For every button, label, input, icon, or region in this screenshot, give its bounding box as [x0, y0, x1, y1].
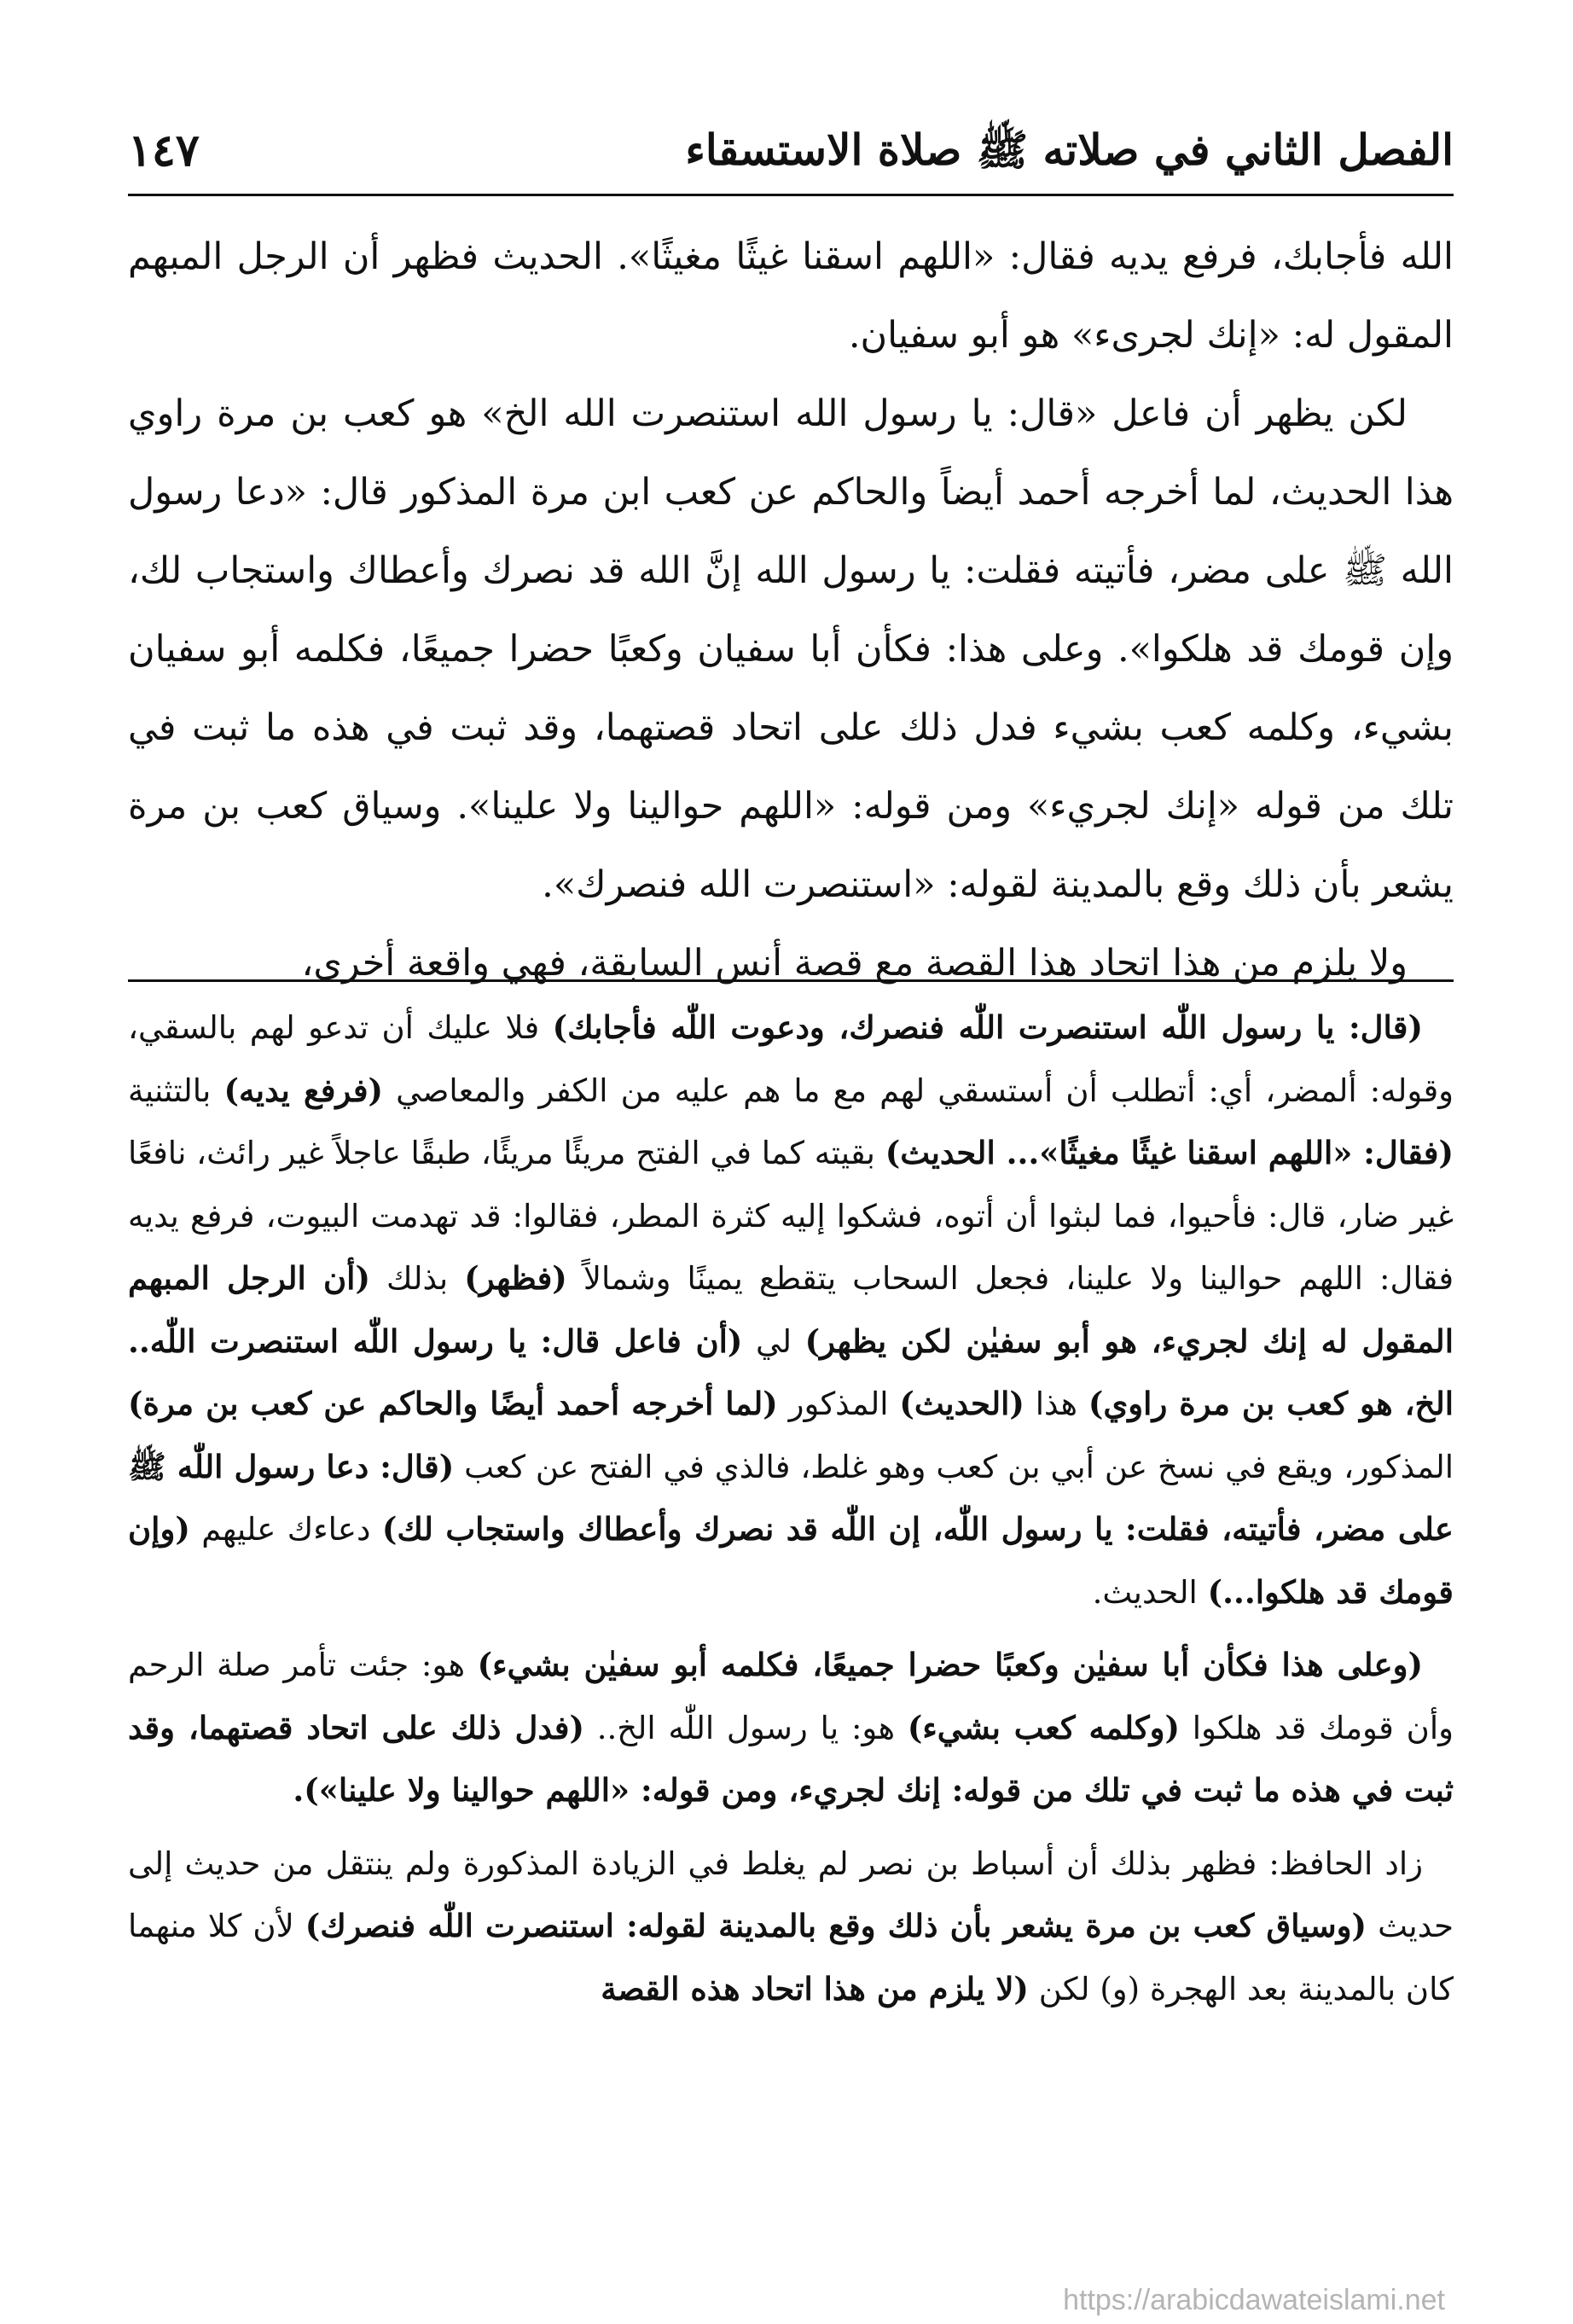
explanation-text: لأن كلا منهما كان بالمدينة بعد الهجرة (و) لكن [128, 1908, 1454, 2007]
watermark-url: https://arabicdawateislami.net [1063, 2284, 1445, 2316]
quoted-matn: (الحديث) [899, 1385, 1024, 1422]
quoted-matn: (وكلمه كعب بشيء) [907, 1708, 1180, 1746]
explanation-text: بذلك [369, 1260, 465, 1297]
commentary-paragraph [128, 1833, 1454, 2021]
quoted-matn: (وعلى هذا فكأن أبا سفيٰن وكعبًا حضرا جميعًا، فكلمه أبو سفيٰن بشيء) [477, 1646, 1424, 1683]
quoted-matn: (أن الرجل المبهم المقول له إنك لجريء، هو أبو سفيٰن لكن يظهر) [128, 1259, 1454, 1360]
commentary-paragraph [128, 1634, 1454, 1822]
explanation-text: فلا عليك أن تدعو لهم بالسقي، وقوله: ألمضر، أي: أتطلب أن أستسقي لهم مع ما هم عليه من الكفر والمعاصي [128, 1009, 1454, 1109]
quoted-matn: (أن فاعل قال: يا رسول اللّٰه استنصرت اللّٰه.. الخ، هو كعب بن مرة راوي) [128, 1322, 1454, 1422]
commentary-text [128, 996, 1454, 2020]
explanation-text: هو: جئت تأمر صلة الرحم وأن قومك قد هلكوا [128, 1647, 1454, 1746]
explanation-text: المذكور [777, 1386, 900, 1422]
explanation-text: بالتثنية [128, 1072, 224, 1109]
header-rule [128, 194, 1454, 196]
quoted-matn: (قال: يا رسول اللّٰه استنصرت اللّٰه فنصرك، ودعوت اللّٰه فأجابك) [552, 1008, 1423, 1046]
main-text [128, 218, 1454, 1002]
page-header [128, 119, 1454, 196]
explanation-text: لي [742, 1322, 805, 1360]
footnote-divider [128, 979, 1454, 982]
quoted-matn: (وإن قومك قد هلكوا...) [128, 1510, 1454, 1611]
quoted-matn: (لا يلزم من هذا اتحاد هذه القصة [601, 1969, 1029, 2007]
explanation-text: دعاءك عليهم [189, 1511, 382, 1548]
quoted-matn: (فرفع يديه) [223, 1071, 384, 1109]
explanation-text: الحديث. [1092, 1573, 1208, 1611]
explanation-text: بقيته كما في الفتح مريئًا مريئًا، طبقًا عاجلاً غير رائث، نافعًا غير ضار، قال: فأحيوا، فما لبثوا أن أتوه، فشكوا إليه كثرة المطر، فقالوا: قد تهدمت البيوت، فرفع يديه فقال: اللهم حوالينا ولا علينا، فجعل السحاب يتقطع يمينًا وشمالاً [128, 1135, 1454, 1297]
quoted-matn: (فدل ذلك على اتحاد قصتهما، وقد ثبت في هذه ما ثبت في تلك من قوله: إنك لجريء، ومن قوله: «اللهم حوالينا ولا علينا»). [128, 1708, 1454, 1809]
main-paragraph: الله فأجابك، فرفع يديه فقال: «اللهم اسقنا غيثًا مغيثًا». الحديث فظهر أن الرجل المبهم المقول له: «إنك لجرىء» هو أبو سفيان. [128, 235, 1454, 357]
quoted-matn: (لما أخرجه أحمد أيضًا والحاكم عن كعب بن مرة) [128, 1385, 778, 1422]
page-number: ١٤٧ [128, 125, 200, 177]
explanation-text: زاد الحافظ: فظهر بذلك أن أسباط بن نصر لم يغلط في الزيادة المذكورة ولم ينتقل من حديث إلى حديث [128, 1845, 1454, 1944]
explanation-text: المذكور، ويقع في نسخ عن أبي بن كعب وهو غلط، فالذي في الفتح عن كعب [454, 1448, 1454, 1485]
quoted-matn: (فظهر) [464, 1259, 567, 1297]
explanation-text: هو: يا رسول اللّٰه الخ.. [583, 1709, 908, 1746]
quoted-matn: (قال: دعا رسول اللّٰه ﷺ على مضر، فأتيته، فقلت: يا رسول اللّٰه، إن اللّٰه قد نصرك وأعطاك واستجاب لك) [128, 1447, 1454, 1548]
commentary-paragraph [128, 996, 1454, 1624]
running-title: الفصل الثاني في صلاته ﷺ صلاة الاستسقاء [685, 125, 1454, 175]
quoted-matn: (وسياق كعب بن مرة يشعر بأن ذلك وقع بالمدينة لقوله: استنصرت اللّٰه فنصرك) [305, 1907, 1367, 1944]
main-paragraph: لكن يظهر أن فاعل «قال: يا رسول الله استنصرت الله الخ» هو كعب بن مرة راوي هذا الحديث، لما أخرجه أحمد أيضاً والحاكم عن كعب ابن مرة المذكور قال: «دعا رسول الله ﷺ على مضر، فأتيته فقلت: يا رسول الله إنَّ الله قد نصرك وأعطاك واستجاب لك، وإن قومك قد هلكوا». وعلى هذا: فكأن أبا سفيان وكعبًا حضرا جميعًا، فكلمه أبو سفيان بشيء، وكلمه كعب بشيء فدل ذلك على اتحاد قصتهما، وقد ثبت في هذه ما ثبت في تلك من قوله «إنك لجريء» ومن قوله: «اللهم حوالينا ولا علينا». وسياق كعب بن مرة يشعر بأن ذلك وقع بالمدينة لقوله: «استنصرت الله فنصرك». [128, 392, 1454, 906]
explanation-text: هذا [1024, 1386, 1088, 1422]
quoted-matn: (فقال: «اللهم اسقنا غيثًا مغيثًا»... الحديث) [885, 1134, 1454, 1171]
main-paragraph: ولا يلزم من هذا اتحاد هذا القصة مع قصة أنس السابقة، فهي واقعة أخرى، [301, 942, 1408, 985]
